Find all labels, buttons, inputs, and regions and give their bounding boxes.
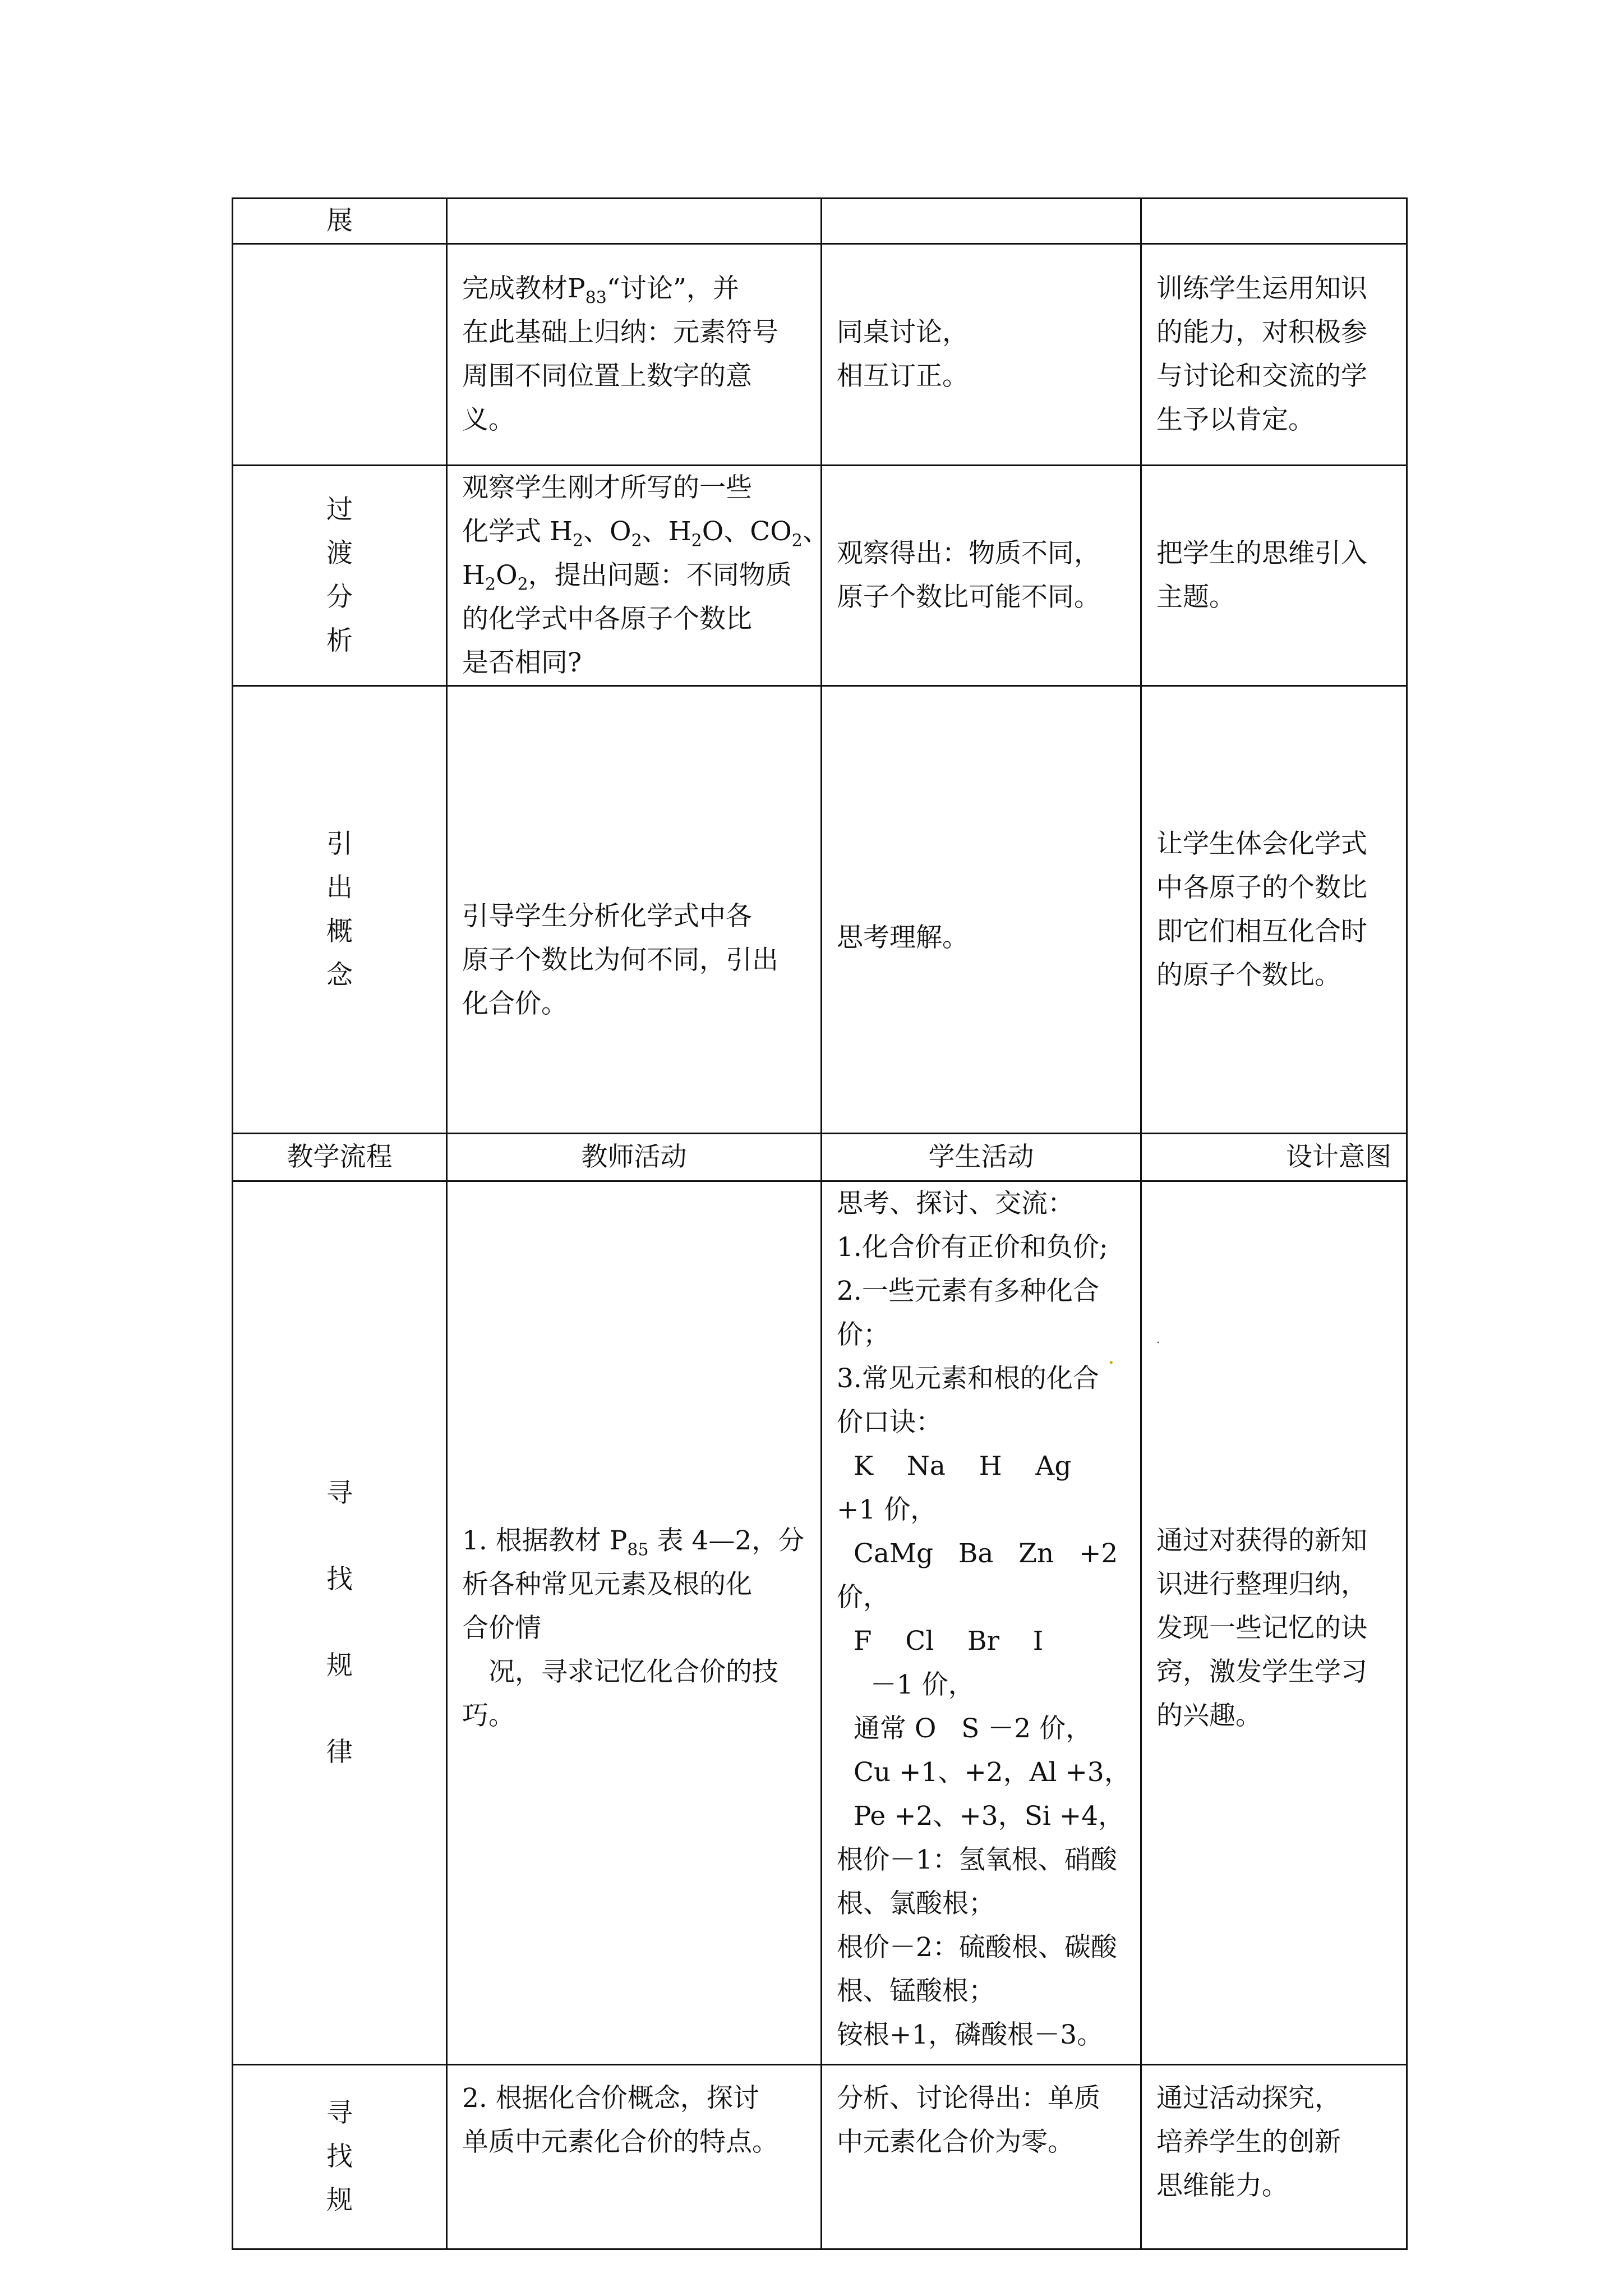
teacher-cell: 引导学生分析化学式中各 原子个数比为何不同，引出 化合价。: [447, 686, 822, 1134]
table-row: [233, 466, 1407, 686]
table-row: [233, 686, 1407, 1134]
teacher-cell: 完成教材$P_{83}“$讨论”，并 在此基础上归纳：元素符号 周围不同位置上数字的意 义。: [447, 244, 822, 466]
table-header-row: [233, 1134, 1407, 1181]
student-cell: 观察得出：物质不同， 原子个数比可能不同。: [822, 466, 1141, 686]
student-cell: [822, 199, 1141, 244]
flow-label: 过 渡 分 析: [233, 466, 447, 686]
header-teacher: 教师活动: [447, 1134, 822, 1181]
table-row: [233, 2065, 1407, 2249]
intent-cell: [1141, 199, 1407, 244]
flow-label: 寻 找 规 律: [233, 1181, 447, 2065]
teacher-cell: 观察学生刚才所写的一些 化学式 $H_2$、$O_2$、$H_2O$、$CO_2$、 $H_2O_2$，提出问题：不同物质 的化学式中各原子个数比 是否相同?: [447, 466, 822, 686]
header-intent: 设计意图: [1141, 1134, 1407, 1181]
intent-cell: 通过活动探究， 培养学生的创新 思维能力。: [1141, 2065, 1407, 2249]
flow-label: [233, 244, 447, 466]
intent-cell: 让学生体会化学式 中各原子的个数比 即它们相互化合时 的原子个数比。: [1141, 686, 1407, 1134]
table-row: [233, 1181, 1407, 2065]
student-cell: 思考理解。: [822, 686, 1141, 1134]
teacher-cell: 1. 根据教材 $P_{85}$ 表 4—2，分 析各种常见元素及根的化 合价情 况，寻求记忆化合价的技 巧。: [447, 1181, 822, 2065]
stray-mark: .: [1108, 1343, 1115, 1369]
intent-cell: 通过对获得的新知 识进行整理归纳， 发现一些记忆的诀 窍，激发学生学习 的兴趣。: [1141, 1181, 1407, 2065]
flow-label: 引 出 概 念: [233, 686, 447, 1134]
flow-label: 寻 找 规: [233, 2065, 447, 2249]
stray-mark: .: [1156, 1332, 1160, 1346]
header-flow: 教学流程: [233, 1134, 447, 1181]
student-cell: 同桌讨论， 相互订正。: [822, 244, 1141, 466]
student-cell: 分析、讨论得出：单质 中元素化合价为零。: [822, 2065, 1141, 2249]
flow-label: 展: [233, 199, 447, 244]
intent-cell: 把学生的思维引入 主题。: [1141, 466, 1407, 686]
teacher-cell: [447, 199, 822, 244]
table-row: [233, 244, 1407, 466]
header-student: 学生活动: [822, 1134, 1141, 1181]
intent-cell: 训练学生运用知识 的能力，对积极参 与讨论和交流的学 生予以肯定。: [1141, 244, 1407, 466]
teacher-cell: 2. 根据化合价概念，探讨 单质中元素化合价的特点。: [447, 2065, 822, 2249]
student-cell: 思考、探讨、交流： 1.化合价有正价和负价; 2.一些元素有多种化合 价； 3.常见元素和根的化合 价口诀： K Na H Ag +1 价， CaMg Ba Zn +2 价， F Cl Br I －1 价， 通常 O S －2 价， Cu +1、+2，Al +3， Pe +2、+3，Si +4， 根价－1：氢氧根、硝酸 根、氯酸根； 根价－2：硫酸根、碳酸 根、锰酸根； 铵根+1，磷酸根－3。: [822, 1181, 1141, 2065]
table-row: [233, 199, 1407, 244]
lesson-plan-table: [232, 197, 1408, 2250]
